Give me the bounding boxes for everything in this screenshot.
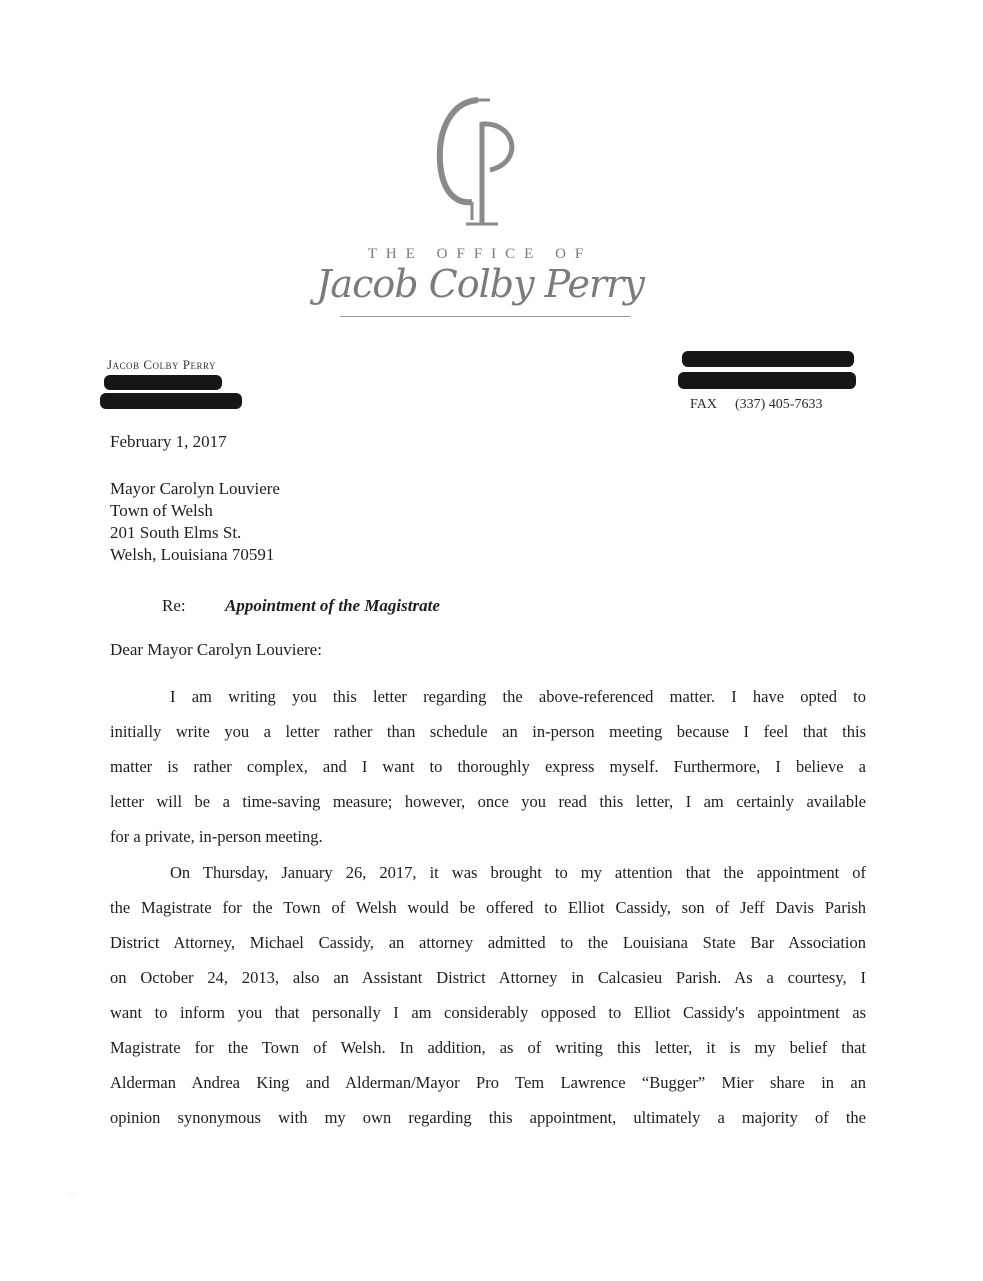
body-line: letter will be a time-saving measure; however, once you read this letter, I am certainly available: [110, 792, 866, 811]
body-line: Alderman Andrea King and Alderman/Mayor Pro Tem Lawrence “Bugger” Mier share in an: [110, 1073, 866, 1092]
body-line: matter is rather complex, and I want to thoroughly express myself. Furthermore, I believe a: [110, 757, 866, 776]
redaction-bar: [682, 351, 854, 367]
recipient-line: Mayor Carolyn Louviere: [110, 479, 280, 498]
re-subject: Appointment of the Magistrate: [225, 596, 440, 615]
office-of-heading: THE OFFICE OF: [367, 246, 593, 262]
fax-number: (337) 405-7633: [734, 397, 823, 412]
body-line: Magistrate for the Town of Welsh. In addition, as of writing this letter, it is my belief that: [110, 1038, 866, 1057]
recipient-line: Town of Welsh: [110, 501, 213, 520]
salutation: Dear Mayor Carolyn Louviere:: [110, 640, 322, 659]
redaction-bar: [678, 372, 856, 389]
jp-monogram-logo: [420, 92, 540, 232]
body-line: the Magistrate for the Town of Welsh would be offered to Elliot Cassidy, son of Jeff Davis Parish: [110, 898, 866, 917]
recipient-line: 201 South Elms St.: [110, 523, 242, 542]
body-line: want to inform you that personally I am considerably opposed to Elliot Cassidy's appointment as: [110, 1003, 866, 1022]
sender-name: Jacob Colby Perry: [107, 357, 216, 372]
body-line: for a private, in-person meeting.: [110, 827, 323, 846]
recipient-line: Welsh, Louisiana 70591: [110, 545, 275, 564]
letter-date: February 1, 2017: [110, 432, 227, 451]
body-line: I am writing you this letter regarding the above-referenced matter. I have opted to: [170, 687, 866, 706]
script-name-logo: Jacob Colby Perry: [316, 262, 644, 306]
logo-underline: [340, 316, 630, 317]
redaction-bar: [100, 393, 242, 409]
body-line: initially write you a letter rather than schedule an in-person meeting because I feel that this: [110, 722, 866, 741]
body-line: On Thursday, January 26, 2017, it was brought to my attention that the appointment of: [170, 863, 866, 882]
fax-line: [690, 397, 822, 413]
body-line: on October 24, 2013, also an Assistant District Attorney in Calcasieu Parish. As a courtesy, I: [110, 968, 866, 987]
re-label: Re:: [162, 596, 186, 615]
redaction-bar: [104, 375, 222, 390]
body-line: District Attorney, Michael Cassidy, an attorney admitted to the Louisiana State Bar Association: [110, 933, 866, 952]
body-line: opinion synonymous with my own regarding this appointment, ultimately a majority of the: [110, 1108, 866, 1127]
fax-label: FAX: [690, 397, 717, 412]
scan-specks: · ·: [68, 1190, 76, 1199]
